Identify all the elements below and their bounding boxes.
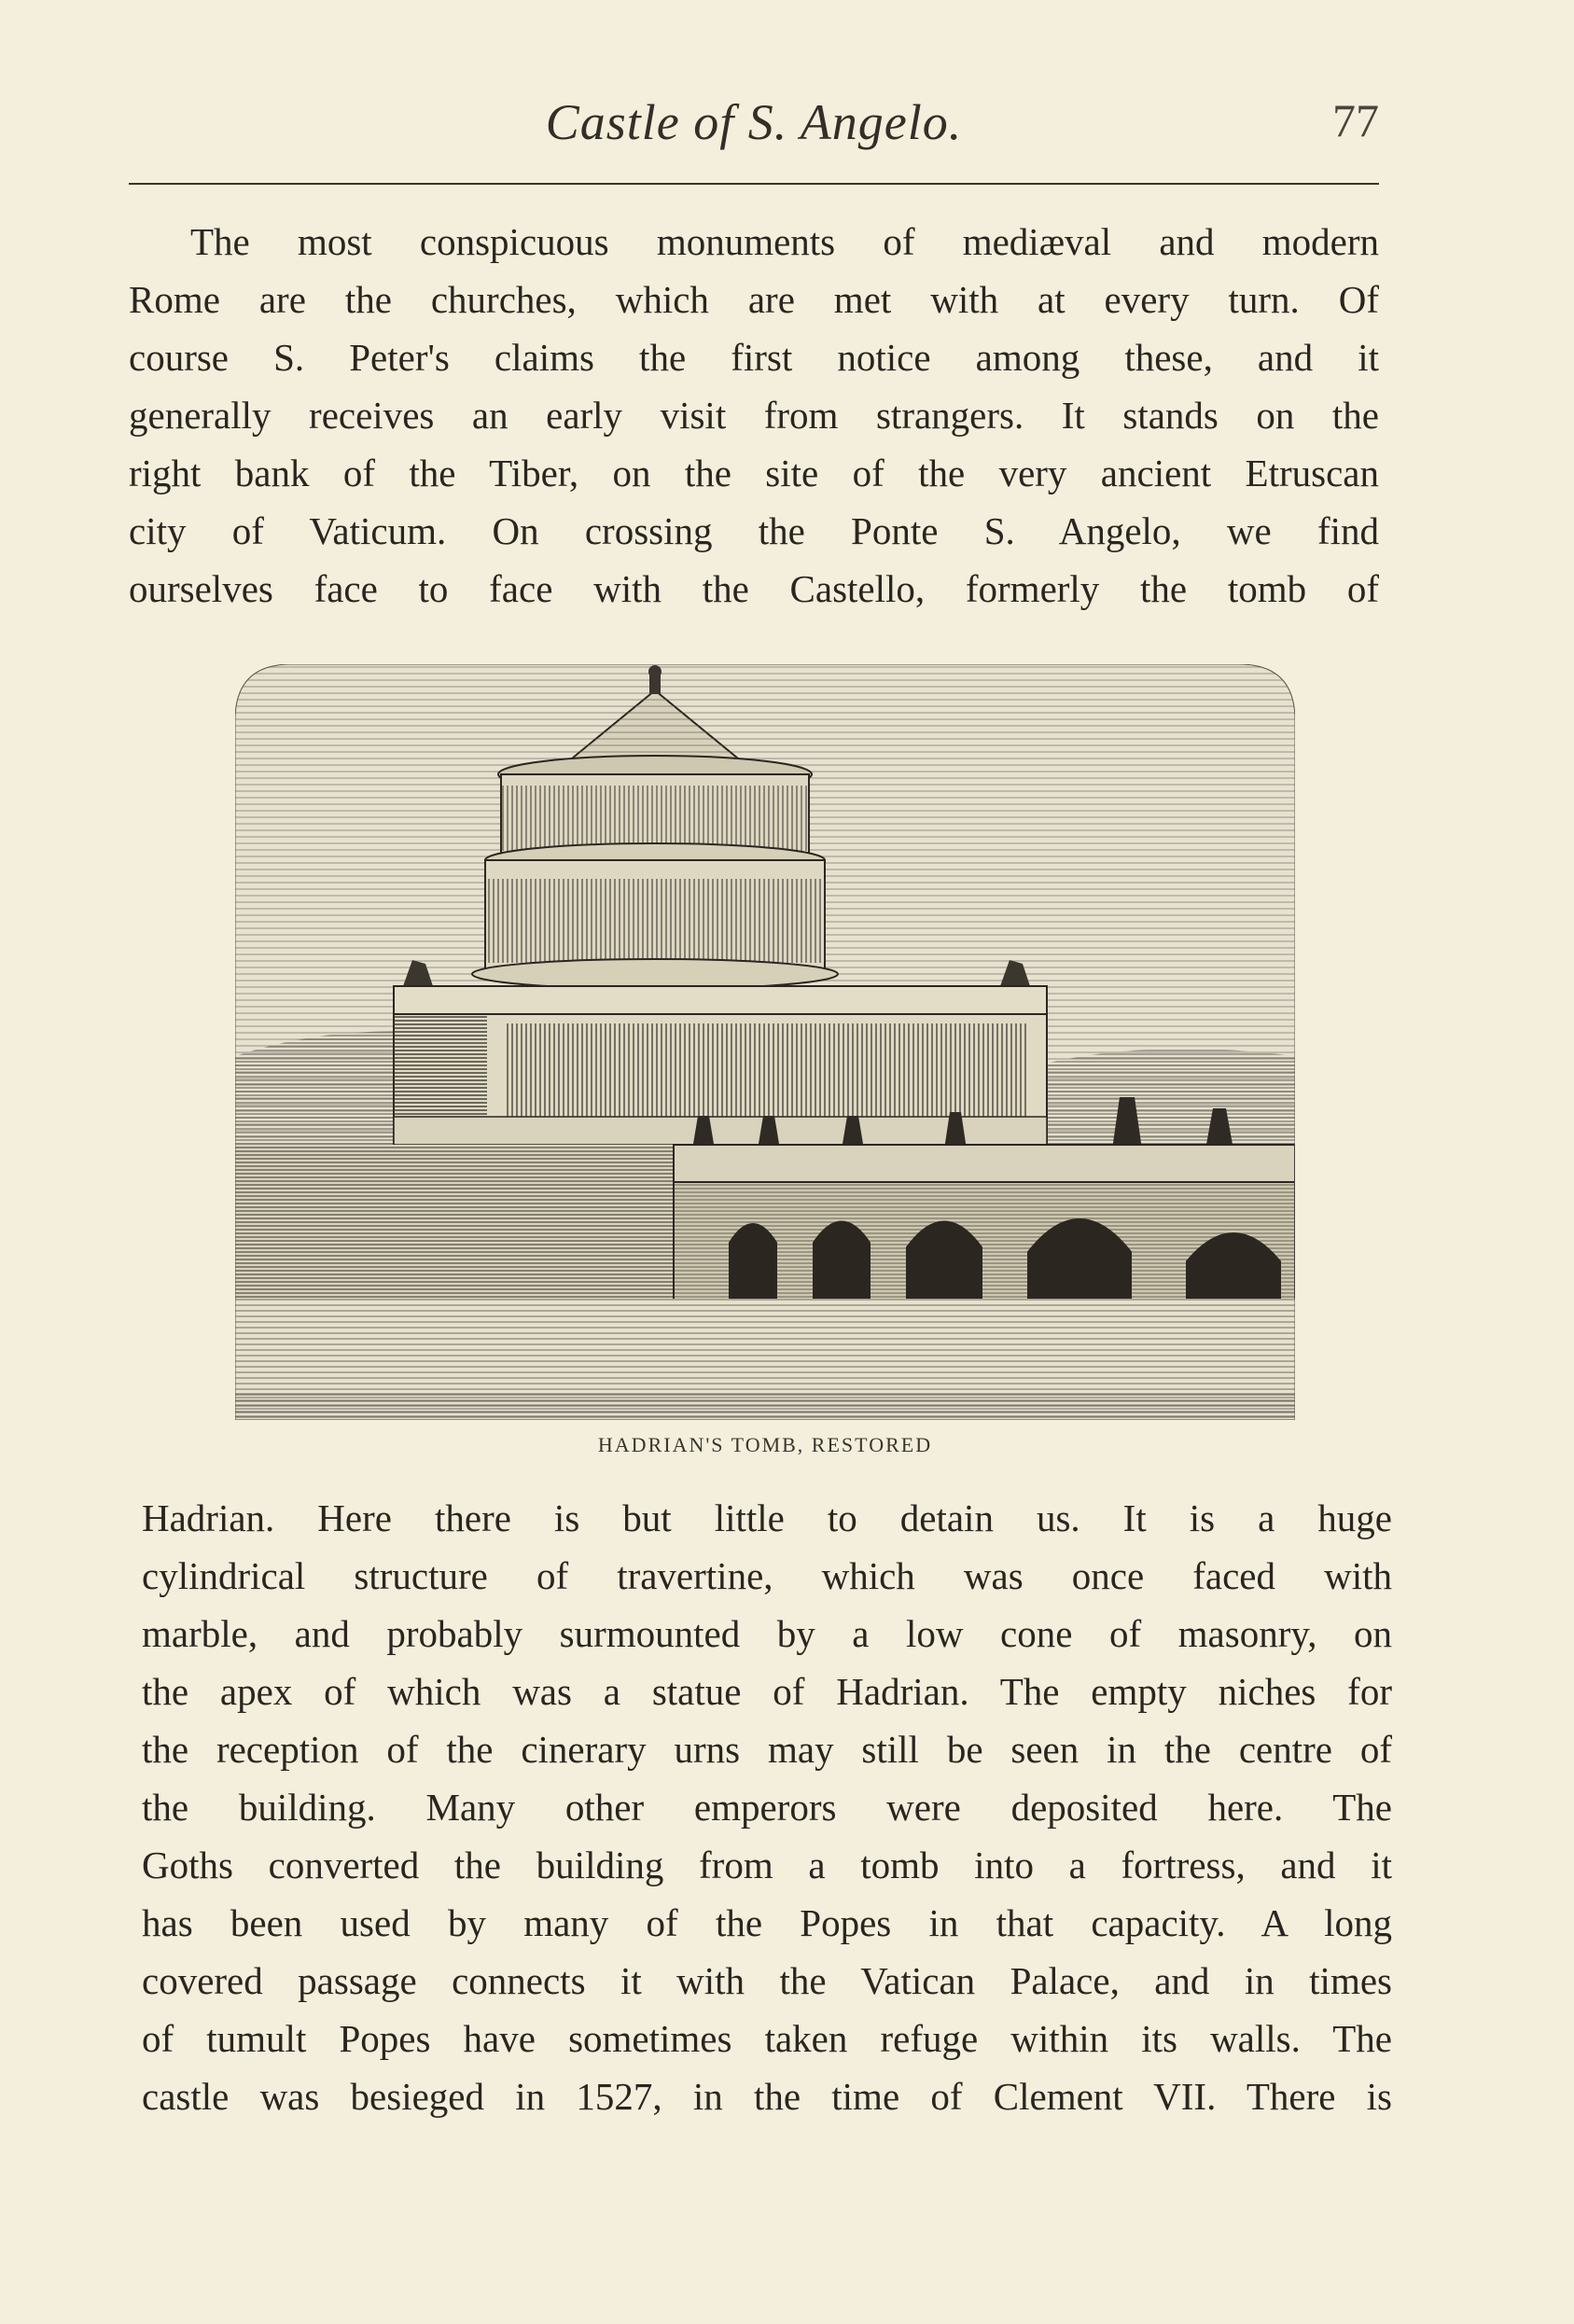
running-head bbox=[129, 93, 1379, 159]
running-title: Castle of S. Angelo. bbox=[545, 94, 963, 150]
text-line: the reception of the cinerary urns may still be seen in the centre of bbox=[142, 1728, 1392, 1771]
base-columns bbox=[506, 1023, 1028, 1117]
text-line: right bank of the Tiber, on the site of the very ancient Etruscan bbox=[129, 452, 1379, 494]
text-line: cylindrical structure of travertine, which was once faced with bbox=[142, 1554, 1392, 1597]
text-line: The most conspicuous monuments of mediæval and modern bbox=[190, 220, 1379, 263]
text-line: course S. Peter's claims the first notice among these, and it bbox=[129, 336, 1379, 379]
text-line: generally receives an early visit from strangers. It stands on the bbox=[129, 394, 1379, 437]
text-line: covered passage connects it with the Vatican Palace, and in times bbox=[142, 1959, 1392, 2002]
page-number: 77 bbox=[1332, 94, 1379, 146]
header-rule bbox=[129, 183, 1379, 185]
text-line: the building. Many other emperors were deposited here. The bbox=[142, 1786, 1392, 1829]
paragraph-1 bbox=[129, 213, 1379, 618]
text-line: Rome are the churches, which are met with at every turn. Of bbox=[129, 278, 1379, 321]
text-line: Goths converted the building from a tomb into a fortress, and it bbox=[142, 1844, 1392, 1886]
text-line: Hadrian. Here there is but little to detain us. It is a huge bbox=[142, 1496, 1392, 1539]
text-line: of tumult Popes have sometimes taken refuge within its walls. The bbox=[142, 2017, 1392, 2060]
text-line: has been used by many of the Popes in that capacity. A long bbox=[142, 1901, 1392, 1944]
paragraph-2 bbox=[142, 1489, 1392, 2125]
text-line: marble, and probably surmounted by a low cone of masonry, on bbox=[142, 1612, 1392, 1655]
figure-caption: HADRIAN'S TOMB, RESTORED bbox=[597, 1433, 933, 1456]
text-line: ourselves face to face with the Castello, formerly the tomb of bbox=[129, 567, 1379, 610]
text-line: the apex of which was a statue of Hadrian. The empty niches for bbox=[142, 1670, 1392, 1713]
text-line: castle was besieged in 1527, in the time of Clement VII. There is bbox=[142, 2075, 1392, 2118]
engraving-scene bbox=[235, 664, 1295, 1420]
text-line: city of Vaticum. On crossing the Ponte S. Angelo, we find bbox=[129, 509, 1379, 552]
engraving-illustration bbox=[235, 664, 1295, 1420]
